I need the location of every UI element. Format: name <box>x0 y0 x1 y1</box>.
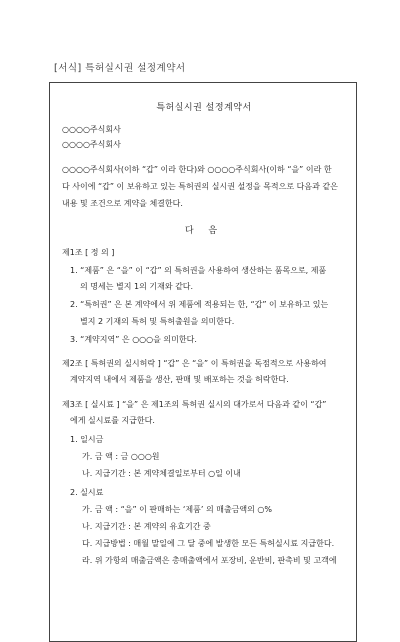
article-1-item: 별지 2 기재의 특허 및 특허출원을 의미한다. <box>80 317 235 326</box>
article-1-item: 의 명세는 별지 1의 기재와 같다. <box>80 282 194 291</box>
party-2: ○○○○주식회사 <box>62 140 121 149</box>
royalty-item: 다. 지급방법 : 매월 말일에 그 달 중에 발생한 모든 특허실시료 지급한다. <box>82 539 335 548</box>
article-3-line: 에게 실시료를 지급한다. <box>70 416 155 425</box>
preamble-line-3: 내용 및 조건으로 계약을 체결한다. <box>62 199 183 208</box>
subsection-royalty: 2. 실시료 <box>70 488 104 497</box>
contract-document <box>49 82 357 642</box>
preamble-line-2: 다 사이에 “갑” 이 보유하고 있는 특허권의 실시권 설정을 목적으로 다음과 같은 <box>62 182 338 191</box>
article-1-title: 제1조 [ 정 의 ] <box>62 248 115 257</box>
subsection-lump-sum: 1. 일시금 <box>70 435 104 444</box>
article-1-item: 3. “계약지역” 은 ○○○을 의미한다. <box>70 335 197 344</box>
royalty-item: 나. 지급기간 : 본 계약의 유효기간 중 <box>82 522 211 531</box>
section-heading: 다 음 <box>184 226 224 236</box>
party-1: ○○○○주식회사 <box>62 125 121 134</box>
form-caption: [서식] 특허실시권 설정계약서 <box>54 63 186 74</box>
article-2-line: 제2조 [ 특허권의 실시허락 ] “갑” 은 “을” 이 특허권을 독점적으로 사용하여 <box>62 359 327 368</box>
preamble-line-1: ○○○○주식회사(이하 “갑” 이라 한다)와 ○○○○주식회사(이하 “을” 이라 한 <box>62 165 332 174</box>
article-2-line: 계약지역 내에서 제품을 생산, 판매 및 배포하는 것을 허락한다. <box>70 375 289 384</box>
lump-sum-item: 가. 금 액 : 금 ○○○원 <box>82 452 160 461</box>
royalty-item: 가. 금 액 : “을” 이 판매하는 ‘제품’ 의 매출금액의 ○% <box>82 505 272 514</box>
article-3-line: 제3조 [ 실시료 ] “을” 은 제1조의 특허권 실시의 대가로서 다음과 같이 “갑” <box>62 400 327 409</box>
document-title: 특허실시권 설정계약서 <box>156 103 252 113</box>
article-1-item: 2. “특허권” 은 본 계약에서 위 제품에 적용되는 한, “갑” 이 보유하고 있는 <box>70 300 329 309</box>
article-1-item: 1. “제품” 은 “을” 이 “갑” 의 특허권을 사용하여 생산하는 품목으로, 제품 <box>70 266 327 275</box>
lump-sum-item: 나. 지급기간 : 본 계약체결일로부터 ○일 이내 <box>82 469 241 478</box>
royalty-item: 라. 위 가항의 매출금액은 총매출액에서 포장비, 운반비, 판촉비 및 고객에 <box>82 556 337 565</box>
